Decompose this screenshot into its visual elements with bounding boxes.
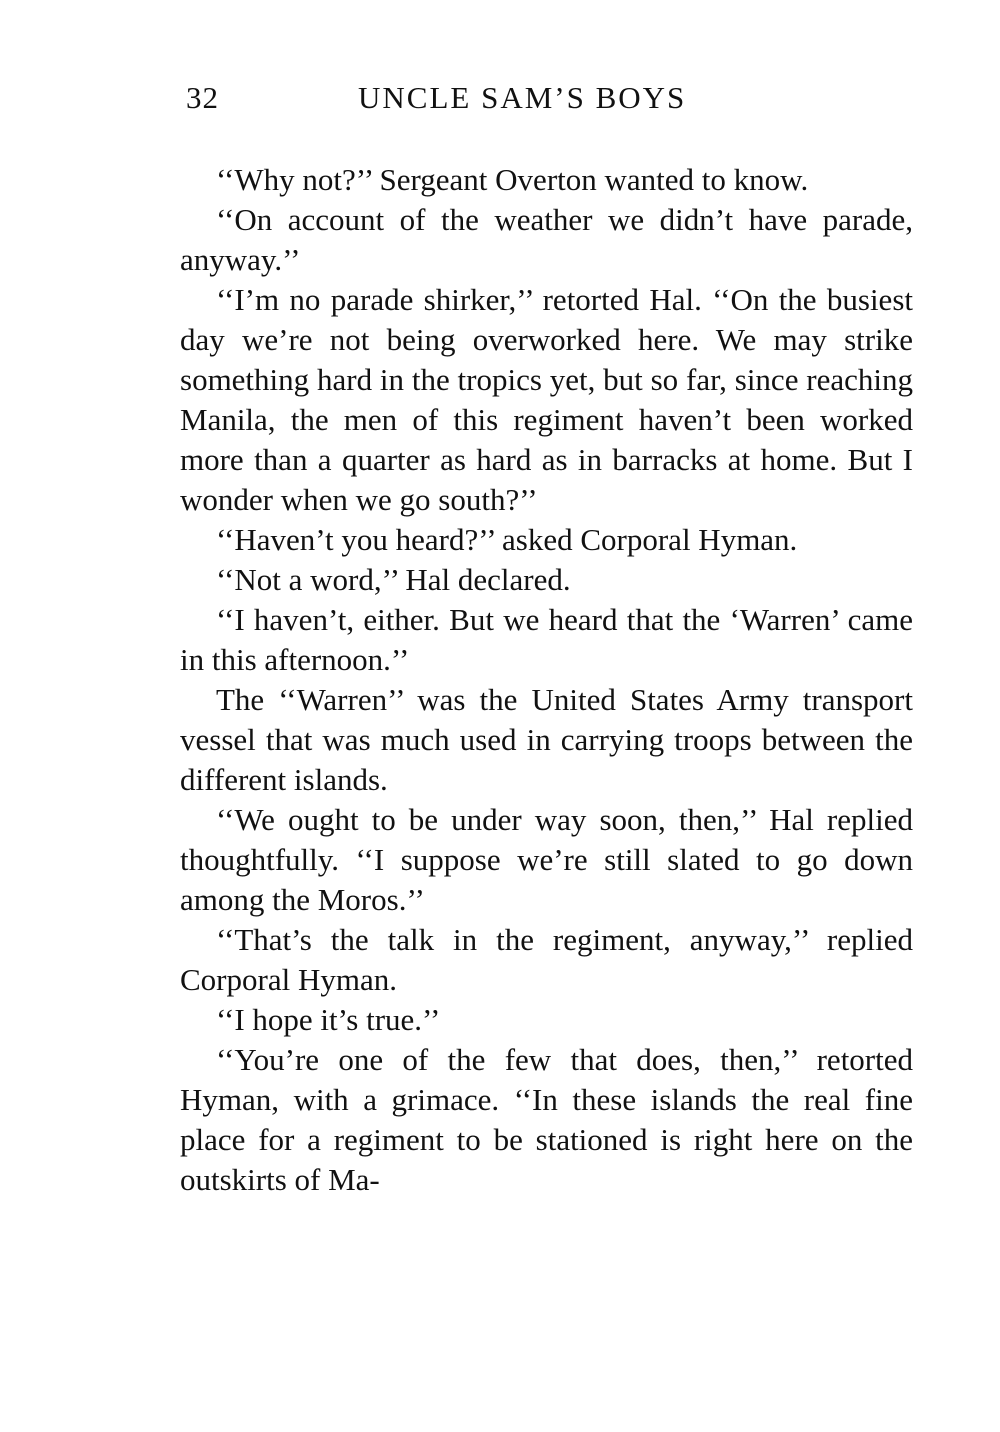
page-number: 32 — [186, 80, 219, 115]
paragraph: ‘‘I’m no parade shirker,’’ retorted Hal. ‘‘On the busiest day we’re not being overworked here. We may strike something hard in the tropics yet, but so far, since reaching Manila, the men of this regiment haven’t been worked more than a quarter as hard as in barracks at home. But I wonder when we go south?’’ — [180, 282, 913, 517]
paragraph: The ‘‘Warren’’ was the United States Army transport vessel that was much used in carrying troops between the different islands. — [180, 682, 913, 797]
paragraph: ‘‘On account of the weather we didn’t have parade, anyway.’’ — [180, 202, 913, 277]
paragraph: ‘‘You’re one of the few that does, then,’’ retorted Hyman, with a grimace. ‘‘In these islands the real fine place for a regiment to be stationed is right here on the outskirts of Ma- — [180, 1042, 913, 1197]
paragraph: ‘‘I haven’t, either. But we heard that the ‘Warren’ came in this afternoon.’’ — [180, 602, 913, 677]
paragraph: ‘‘Not a word,’’ Hal declared. — [216, 562, 571, 597]
paragraph: ‘‘Haven’t you heard?’’ asked Corporal Hyman. — [216, 522, 798, 557]
running-head — [186, 80, 746, 122]
running-title: UNCLE SAM’S BOYS — [358, 80, 687, 115]
paragraph: ‘‘I hope it’s true.’’ — [216, 1002, 441, 1037]
paragraph: ‘‘That’s the talk in the regiment, anyway,’’ replied Corporal Hyman. — [180, 922, 913, 997]
body-text — [180, 160, 913, 1200]
paragraph: ‘‘Why not?’’ Sergeant Overton wanted to know. — [216, 162, 809, 197]
paragraph: ‘‘We ought to be under way soon, then,’’ Hal replied thoughtfully. ‘‘I suppose we’re still slated to go down among the Moros.’’ — [180, 802, 913, 917]
